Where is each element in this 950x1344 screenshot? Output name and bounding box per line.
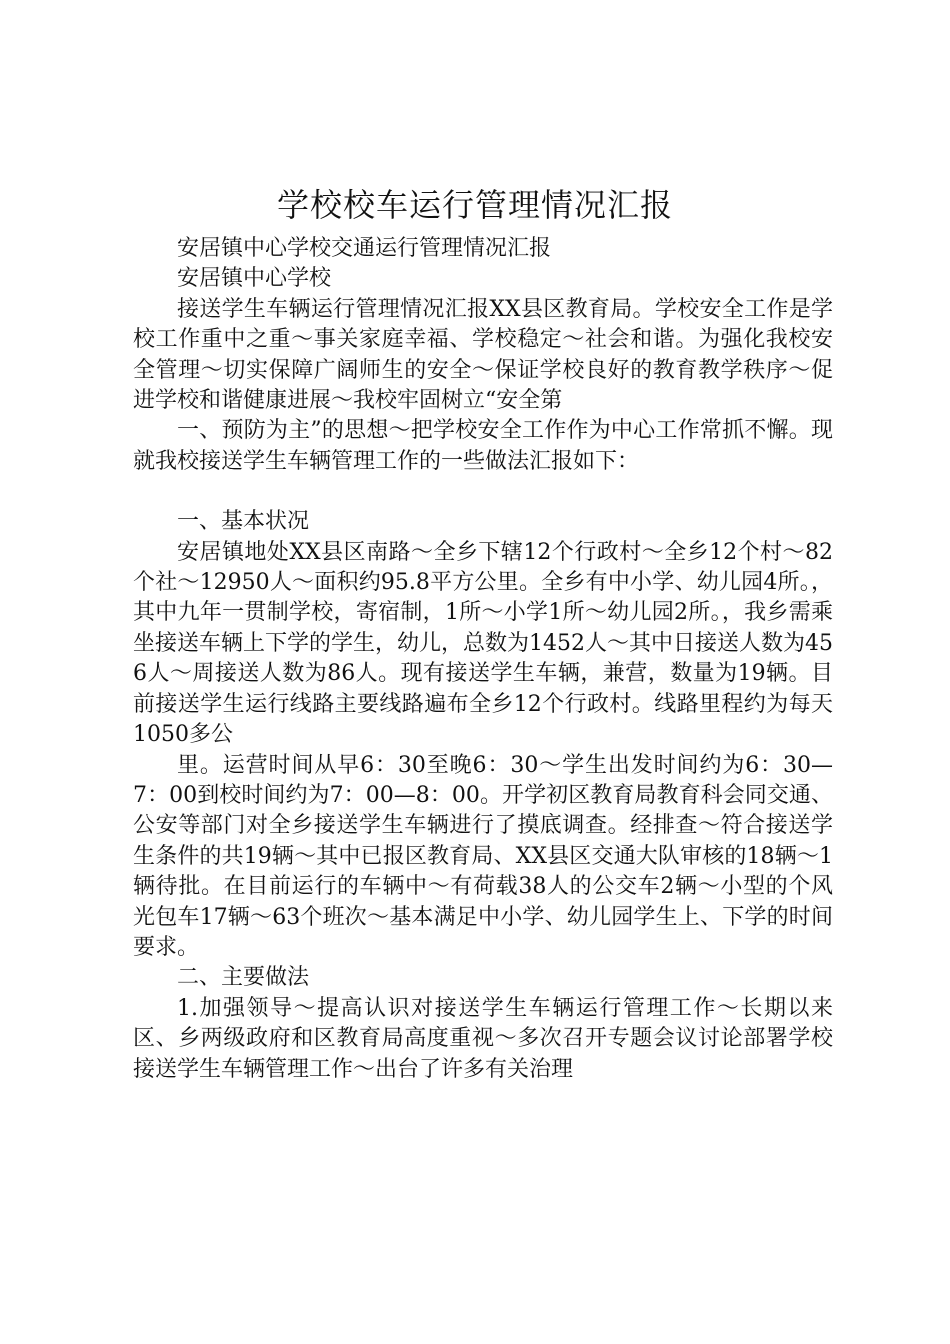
paragraph-operation-time: 里。运营时间从早6：30至晚6：30～学生出发时间约为6：30—7：00到校时间约为7：00—8：00。开学初区教育局教育科会同交通、公安等部门对全乡接送学生车辆进行了摸底调查。经排查～符合接送学生条件的共19辆～其中已报区教育局、XX县区交通大队审核的18辆～1辆待批。在目前运行的车辆中～有荷载38人的公交车2辆～小型的个风光包车17辆～63个班次～基本满足中小学、幼儿园学生上、下学的时间要求。 [133,752,833,960]
paragraph-report-heading: 安居镇中心学校交通运行管理情况汇报 [177,236,552,261]
section-heading-main-practices: 二、主要做法 [177,965,310,991]
section-heading-basic-situation: 一、基本状况 [177,509,310,535]
document-title: 学校校车运行管理情况汇报 [276,186,673,224]
paragraph-intro: 接送学生车辆运行管理情况汇报XX县区教育局。学校安全工作是学校工作重中之重～事关家庭幸福、学校稳定～社会和谐。为强化我校安全管理～切实保障广阔师生的安全～保证学校良好的教育教学秩序～促进学校和谐健康进展～我校牢固树立“安全第 [133,296,833,414]
paragraph-principle: 一、预防为主”的思想～把学校安全工作作为中心工作常抓不懈。现就我校接送学生车辆管理工作的一些做法汇报如下： [133,418,833,474]
paragraph-basic-situation: 安居镇地处XX县区南路～全乡下辖12个行政村～全乡12个村～82个社～12950人～面积约95.8平方公里。全乡有中小学、幼儿园4所。，其中九年一贯制学校，寄宿制，1所～小学1所～幼儿园2所。，我乡需乘坐接送车辆上下学的学生，幼儿，总数为1452人～其中日接送人数为456人～周接送人数为86人。现有接送学生车辆，兼营，数量为19辆。目前接送学生运行线路主要线路遍布全乡12个行政村。线路里程约为每天1050多公 [133,539,833,748]
paragraph-school-name: 安居镇中心学校 [177,266,332,292]
paragraph-leadership: 1.加强领导～提高认识对接送学生车辆运行管理工作～长期以来区、乡两级政府和区教育局高度重视～多次召开专题会议讨论部署学校接送学生车辆管理工作～出台了许多有关治理 [133,995,833,1082]
document-body [133,234,833,1085]
